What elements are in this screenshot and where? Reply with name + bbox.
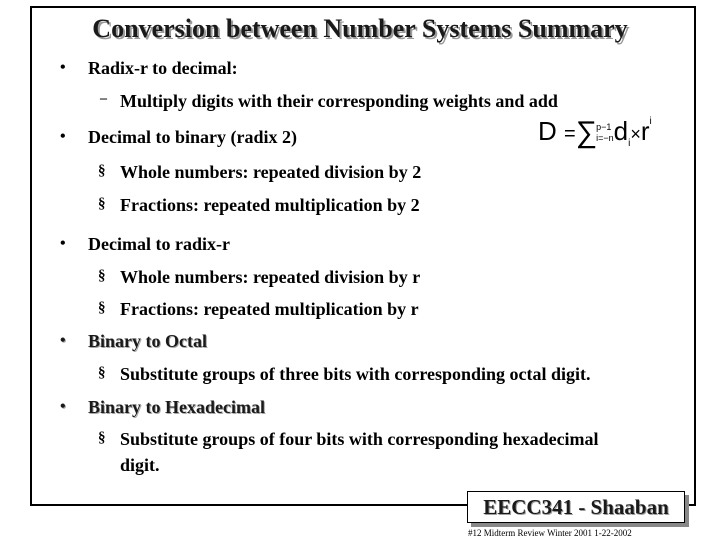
subbullet-continuation: digit.	[120, 455, 160, 475]
slide-title: Conversion between Number Systems Summary	[92, 14, 628, 43]
footer-note: #12 Midterm Review Winter 2001 1-22-2002	[468, 528, 632, 538]
course-label: EECC341 - Shaaban	[483, 495, 669, 519]
bullet-dot-icon: •	[60, 128, 66, 145]
bullet-decimal-to-binary: • Decimal to binary (radix 2)	[60, 127, 297, 147]
subbullet-groups-four-bits: § Substitute groups of four bits with corresponding hexadecimal	[98, 429, 599, 449]
weighted-sum-formula: D =∑ p−1 i=−n $d_i\times r^i$	[538, 116, 652, 150]
bullet-radix-r-to-decimal: • Radix-r to decimal:	[60, 58, 238, 78]
bullet-decimal-to-radix-r: • Decimal to radix-r	[60, 234, 230, 254]
subbullet-whole-div-r: § Whole numbers: repeated division by r	[98, 267, 421, 287]
square-bullet-icon: §	[98, 300, 106, 316]
dash-icon: –	[100, 91, 107, 106]
square-bullet-icon: §	[98, 365, 106, 381]
square-bullet-icon: §	[98, 268, 106, 284]
bullet-dot-icon: •	[60, 332, 66, 349]
subbullet-multiply-digits: – Multiply digits with their corresponding weights and add	[100, 91, 558, 111]
subbullet-groups-three-bits: § Substitute groups of three bits with corresponding octal digit.	[98, 364, 591, 384]
course-footer-box	[467, 491, 685, 523]
bullet-dot-icon: •	[60, 398, 66, 415]
square-bullet-icon: §	[98, 163, 106, 179]
square-bullet-icon: §	[98, 196, 106, 212]
square-bullet-icon: §	[98, 430, 106, 446]
bullet-dot-icon: •	[60, 59, 66, 76]
bullet-dot-icon: •	[60, 235, 66, 252]
bullet-binary-to-hex: • Binary to Hexadecimal	[60, 397, 265, 417]
subbullet-fraction-mult-2: § Fractions: repeated multiplication by 2	[98, 195, 420, 215]
bullet-binary-to-octal: • Binary to Octal	[60, 331, 207, 351]
subbullet-whole-div-2: § Whole numbers: repeated division by 2	[98, 162, 422, 182]
subbullet-fraction-mult-r: § Fractions: repeated multiplication by r	[98, 299, 419, 319]
